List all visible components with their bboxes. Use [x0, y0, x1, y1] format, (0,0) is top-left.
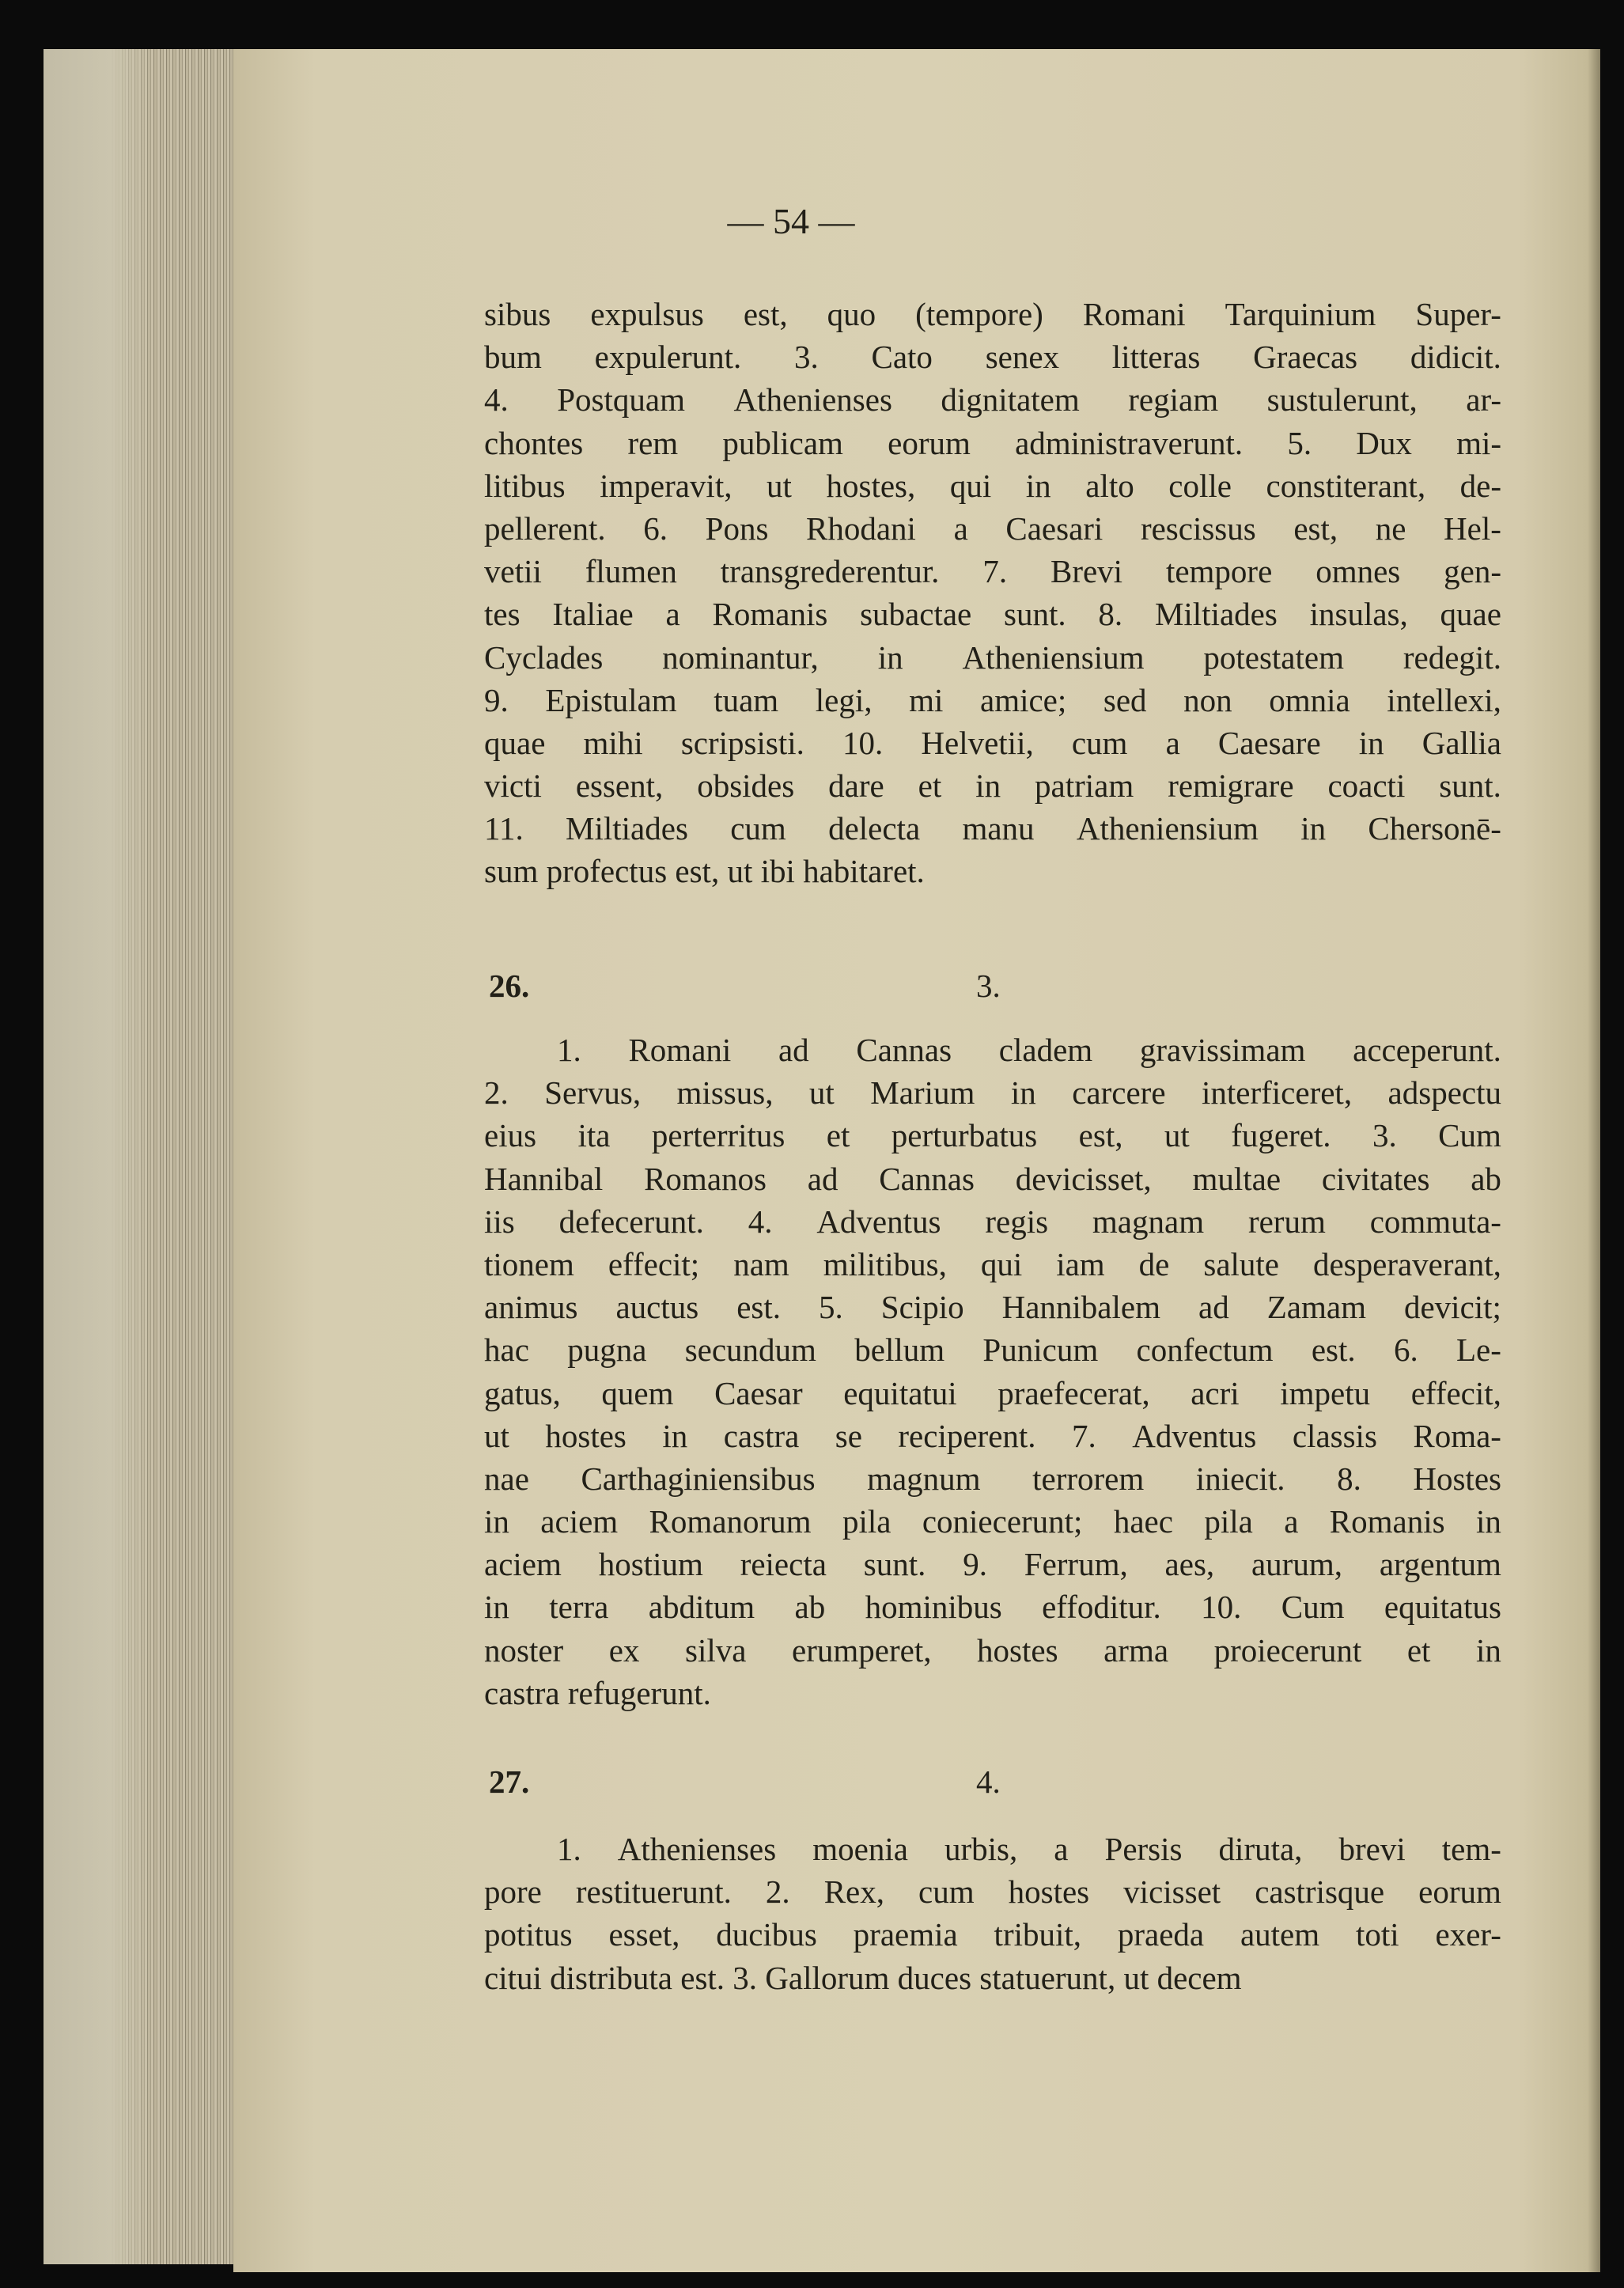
text-line: 1. Athenienses moenia urbis, a Persis diruta, brevi tem- — [557, 1831, 1501, 1867]
exercise-subtitle: 4. — [976, 1763, 1001, 1800]
text-line: vetii flumen transgrederentur. 7. Brevi tempore omnes gen- — [484, 553, 1501, 590]
text-line: nae Carthaginiensibus magnum terrorem iniecit. 8. Hostes — [484, 1460, 1501, 1497]
exercise-27-header — [484, 1758, 1501, 1805]
text-line: Cyclades nominantur, in Atheniensium potestatem redegit. — [484, 638, 1501, 676]
text-line: sibus expulsus est, quo (tempore) Romani Tarquinium Super- — [484, 296, 1501, 332]
text-line: castra refugerunt. — [484, 1674, 711, 1711]
text-line: victi essent, obsides dare et in patriam remigrare coacti sunt. — [484, 767, 1501, 805]
text-line: bum expulerunt. 3. Cato senex litteras Graecas didicit. — [484, 339, 1501, 376]
text-line: pellerent. 6. Pons Rhodani a Caesari rescissus est, ne Hel- — [484, 509, 1501, 547]
text-line: citui distributa est. 3. Gallorum duces statuerunt, ut decem — [484, 1959, 1242, 1996]
text-line: Hannibal Romanos ad Cannas devicisset, multae civitates ab — [484, 1160, 1501, 1197]
text-line: quae mihi scripsisti. 10. Helvetii, cum a Caesare in Gallia — [484, 724, 1501, 761]
text-line: in aciem Romanorum pila coniecerunt; haec pila a Romanis in — [484, 1503, 1501, 1540]
continuation-paragraph — [484, 293, 1501, 893]
text-line: tes Italiae a Romanis subactae sunt. 8. Miltiades insulas, quae — [484, 596, 1501, 633]
exercise-27-paragraph — [484, 1828, 1501, 1999]
exercise-26-paragraph — [484, 1028, 1501, 1714]
text-line: tionem effecit; nam militibus, qui iam de salute desperaverant, — [484, 1245, 1501, 1282]
text-line: potitus esset, ducibus praemia tribuit, praeda autem toti exer- — [484, 1916, 1501, 1953]
text-line: 9. Epistulam tuam legi, mi amice; sed non omnia intellexi, — [484, 681, 1501, 718]
text-line: litibus imperavit, ut hostes, qui in alto colle constiterant, de- — [484, 467, 1501, 504]
text-line: 1. Romani ad Cannas cladem gravissimam acceperunt. — [557, 1032, 1501, 1068]
exercise-subtitle: 3. — [976, 968, 1001, 1004]
text-line: 11. Miltiades cum delecta manu Atheniensium in Chersonē- — [484, 810, 1501, 847]
text-line: ut hostes in castra se reciperent. 7. Adventus classis Roma- — [484, 1417, 1501, 1454]
text-line: noster ex silva erumperet, hostes arma proiecerunt et in — [484, 1631, 1501, 1669]
text-line: gatus, quem Caesar equitatui praefecerat, acri impetu effecit, — [484, 1374, 1501, 1411]
exercise-number: 26. — [489, 968, 530, 1004]
text-line: iis defecerunt. 4. Adventus regis magnam rerum commuta- — [484, 1203, 1501, 1240]
text-line: hac pugna secundum bellum Punicum confectum est. 6. Le- — [484, 1332, 1501, 1369]
text-line: 2. Servus, missus, ut Marium in carcere interficeret, adspectu — [484, 1074, 1501, 1112]
text-line: sum profectus est, ut ibi habitaret. — [484, 853, 925, 890]
page-edge-stack — [44, 49, 241, 2264]
text-line: aciem hostium reiecta sunt. 9. Ferrum, aes, aurum, argentum — [484, 1546, 1501, 1583]
text-line: eius ita perterritus et perturbatus est, ut fugeret. 3. Cum — [484, 1117, 1501, 1154]
page-number: — 54 — — [727, 201, 855, 241]
text-line: animus auctus est. 5. Scipio Hannibalem ad Zamam devicit; — [484, 1289, 1501, 1326]
text-line: pore restituerunt. 2. Rex, cum hostes vicisset castrisque eorum — [484, 1873, 1501, 1911]
text-line: in terra abditum ab hominibus effoditur. 10. Cum equitatus — [484, 1589, 1501, 1626]
exercise-26-header — [484, 962, 1501, 1010]
text-line: chontes rem publicam eorum administraverunt. 5. Dux mi- — [484, 424, 1501, 461]
exercise-number: 27. — [489, 1763, 530, 1800]
text-line: 4. Postquam Athenienses dignitatem regiam sustulerunt, ar- — [484, 381, 1501, 419]
